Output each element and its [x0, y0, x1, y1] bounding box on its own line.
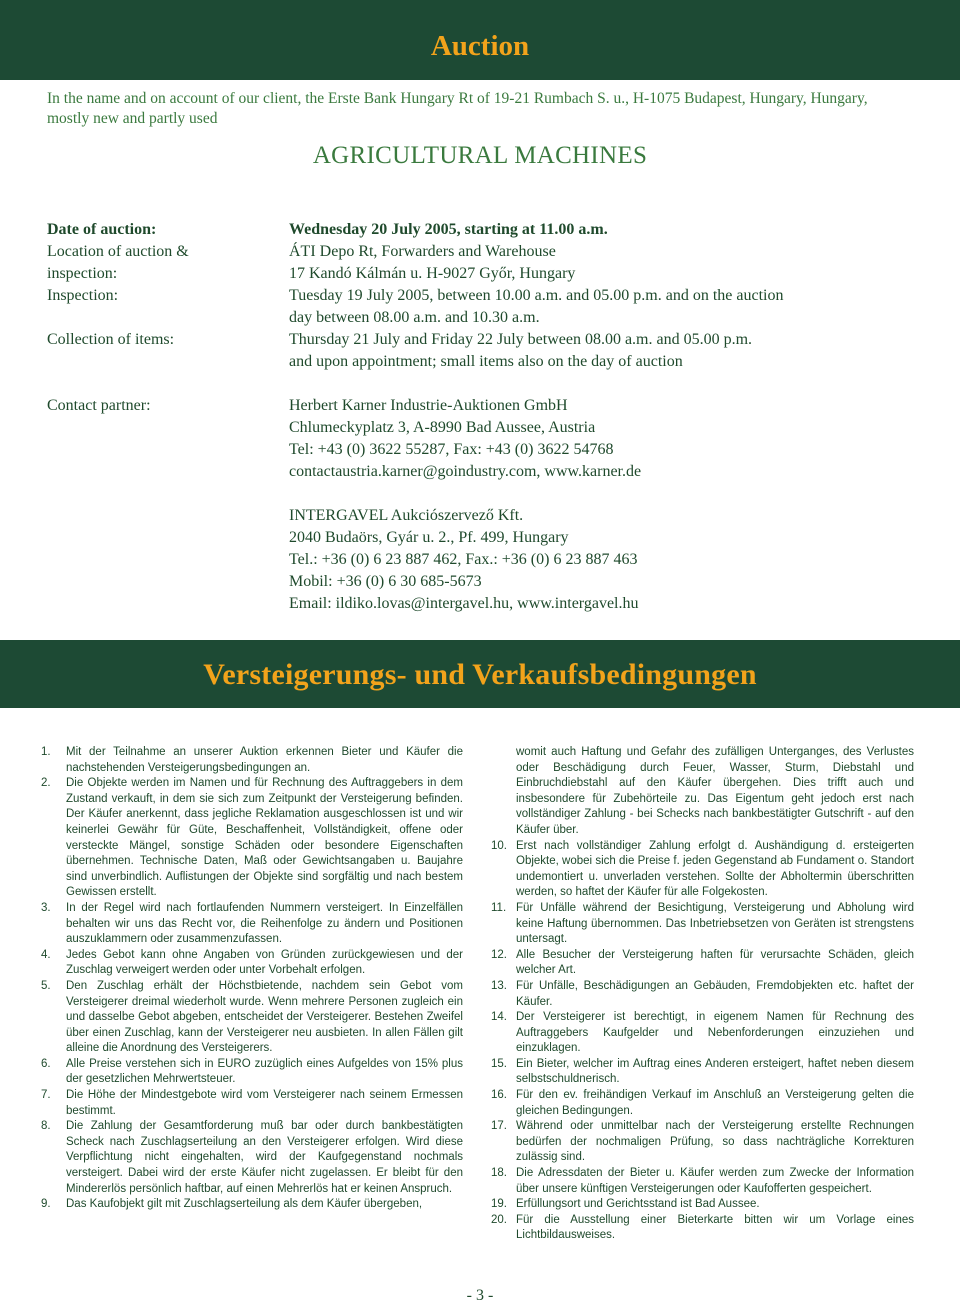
term-number: 20. [491, 1213, 507, 1226]
term-item [41, 1088, 463, 1119]
term-number: 8. [41, 1120, 51, 1133]
term-item [491, 1166, 914, 1197]
intro-text: In the name and on account of our client, the Erste Bank Hungary Rt of 19-21 Rumbach S. u., H-1075 Budapest, Hungary, Hungary, mostly new and partly used [47, 90, 868, 127]
term-item [491, 979, 914, 1010]
contact-line: Mobil: +36 (0) 6 30 685-5673 [289, 573, 482, 590]
term-item [491, 1088, 914, 1119]
term-text: Für den ev. freihändigen Verkauf im Anschluß an Versteigerung gelten die gleichen Bedingungen. [516, 1089, 914, 1117]
collection-value: Thursday 21 July and Friday 22 July between 08.00 a.m. and 05.00 p.m. [289, 331, 753, 348]
term-number: 12. [491, 948, 507, 961]
term-text: Die Adressdaten der Bieter u. Käufer werden zum Zwecke der Information über unsere künftigen Versteigerungen oder Kaufofferten gespeichert. [516, 1167, 914, 1195]
terms-column-right [491, 745, 914, 1244]
term-number: 14. [491, 1011, 507, 1024]
term-text: Während oder unmittelbar nach der Versteigerung erstellte Rechnungen bedürfen der nochmaligen Prüfung, so dass nachträgliche Korrekturen zulässig sind. [516, 1120, 914, 1164]
term-item [41, 1057, 463, 1088]
term-text: Der Versteigerer ist berechtigt, in eigenem Namen für Rechnung des Auftraggebers Kaufgelder und Nebenforderungen einzuziehen und einzuklagen. [516, 1011, 914, 1055]
term-item [491, 901, 914, 948]
term-text: Den Zuschlag erhält der Höchstbietende, nachdem sein Gebot vom Versteigerer dreimal wiederholt wurde. Wenn mehrere Personen zugleich ein und dasselbe Gebot abgeben, entscheidet der Versteigerer. Bestehen Zweifel über einen Zuschlag, kann der Versteigerer neu ausbieten. In allen Fällen gilt alleine die Anordnung des Versteigerers. [66, 979, 463, 1055]
location-label-cont: inspection: [47, 265, 118, 282]
contact-email-link[interactable]: contactaustria.karner@goindustry.com, www.karner.de [289, 463, 642, 480]
term-number: 9. [41, 1198, 51, 1211]
term-number: 3. [41, 901, 51, 914]
date-value: Wednesday 20 July 2005, starting at 11.00 a.m. [289, 221, 608, 238]
term-text: Für Unfälle während der Besichtigung, Versteigerung und Abholung wird keine Haftung übernommen. Das Inbetriebsetzen von Geräten ist strengstens untersagt. [516, 901, 914, 946]
term-item [491, 1010, 914, 1057]
term-number: 19. [491, 1198, 507, 1211]
inspection-value: Tuesday 19 July 2005, between 10.00 a.m. and 05.00 p.m. and on the auction [289, 287, 784, 304]
contact-line: Tel.: +36 (0) 6 23 887 462, Fax.: +36 (0) 6 23 887 463 [289, 551, 638, 568]
term-item [491, 1213, 914, 1244]
term-item [41, 1119, 463, 1197]
date-label: Date of auction: [47, 221, 157, 238]
term-item [41, 901, 463, 948]
term-text: Die Zahlung der Gesamtforderung muß bar oder durch bankbestätigten Scheck nach Zuschlagserteilung an den Versteigerer erfolgen. Wird diese Verpflichtung nicht eingehalten, wird der Kaufgegenstand nochmals versteigert. Dabei wird der erste Käufer nicht zugelassen. Er bleibt für den Mindererlös persönlich haftbar, auf einen Mehrerlös hat er keinen Anspruch. [66, 1120, 463, 1195]
contact-line: Chlumeckyplatz 3, A-8990 Bad Aussee, Austria [289, 419, 596, 436]
term-number: 10. [491, 839, 507, 852]
term-text: Die Objekte werden im Namen und für Rechnung des Auftraggebers in dem Zustand verkauft, in dem sie sich zum Zeitpunkt der Versteigerung befinden. Der Käufer anerkennt, dass jegliche Reklamation ausgeschlossen ist und wir keinerlei Gewähr für Güte, Beschaffenheit, Vollständigkeit, offene oder versteckte Mängel, sonstige Schäden oder besondere Eigenschaften übernehmen. Technische Daten, Maß oder Gewichtsangaben u. Baujahre sind unverbindlich. Auflistungen der Objekte sind sorgfältig und nach bestem Gewissen erstellt. [66, 777, 463, 899]
term-item [41, 745, 463, 776]
inspection-value-cont: day between 08.00 a.m. and 10.30 a.m. [289, 309, 540, 326]
location-address: 17 Kandó Kálmán u. H-9027 Győr, Hungary [289, 265, 576, 282]
term-text: Erfüllungsort und Gerichtsstand ist Bad Aussee. [516, 1198, 760, 1211]
term-item [491, 1057, 914, 1088]
location-label: Location of auction & [47, 243, 189, 260]
contact-email-link[interactable]: Email: ildiko.lovas@intergavel.hu, www.intergavel.hu [289, 595, 639, 612]
headline: AGRICULTURAL MACHINES [312, 142, 648, 169]
term-number: 5. [41, 979, 51, 992]
page-number: - 3 - [466, 1287, 494, 1304]
conditions-title: Versteigerungs- und Verkaufsbedingungen [203, 658, 757, 691]
conditions-band [0, 640, 960, 708]
inspection-label: Inspection: [47, 287, 119, 304]
contact-line: Tel: +43 (0) 3622 55287, Fax: +43 (0) 3622 54768 [289, 441, 614, 458]
term-text: Alle Besucher der Versteigerung haften für verursachte Schäden, gleich welcher Art. [516, 948, 914, 977]
contact-line: INTERGAVEL Aukciószervező Kft. [289, 507, 524, 524]
term-text: Das Kaufobjekt gilt mit Zuschlagserteilung als dem Käufer übergeben, [66, 1198, 423, 1211]
term-text: Mit der Teilnahme an unserer Auktion erkennen Bieter und Käufer die nachstehenden Versteigerungsbedingungen an. [66, 746, 463, 774]
term-number: 7. [41, 1089, 51, 1102]
header-band [0, 0, 960, 80]
term-number: 1. [41, 746, 51, 758]
term-text: Für Unfälle, Beschädigungen an Gebäuden, Fremdobjekten etc. haftet der Käufer. [516, 979, 914, 1008]
term-text: Die Höhe der Mindestgebote wird vom Versteigerer nach seinem Ermessen bestimmt. [66, 1089, 463, 1117]
contact-line: Herbert Karner Industrie-Auktionen GmbH [289, 397, 568, 414]
term-continuation: womit auch Haftung und Gefahr des zufälligen Unterganges, des Verlustes oder Beschädigung durch Feuer, Wasser, Sturm, Diebstahl und Einbruchdiebstahl auf den Käufer übergehen. Dies trifft auch und insbesondere für Zubehörteile zu. Das Eigentum geht jedoch erst nach vollständiger Zahlung - bei Schecks nach bankbestätigter Gutschrift - auf den Käufer über. [516, 746, 914, 836]
terms-column-left [41, 745, 463, 1213]
location-value: ÁTI Depo Rt, Forwarders and Warehouse [289, 243, 556, 260]
term-number: 15. [491, 1057, 507, 1070]
term-item [41, 1197, 463, 1213]
page-title: Auction [430, 30, 530, 62]
term-number: 18. [491, 1167, 507, 1180]
term-number: 6. [41, 1057, 51, 1070]
term-text: Erst nach vollständiger Zahlung erfolgt d. Aushändigung d. ersteigerten Objekte, wobei sich die Preise f. jeden Gegenstand ab Fundament o. Standort undemontiert u. unverladen verstehen. Sollte der Abholtermin überschritten werden, so haftet der Käufer für alle Folgekosten. [516, 839, 914, 899]
term-item [41, 776, 463, 901]
term-number: 17. [491, 1120, 507, 1133]
collection-value-cont: and upon appointment; small items also on the day of auction [289, 353, 683, 370]
term-number: 4. [41, 948, 51, 961]
term-number: 16. [491, 1089, 507, 1102]
term-number: 13. [491, 979, 507, 992]
term-text: Für die Ausstellung einer Bieterkarte bitten wir um Vorlage eines Lichtbildausweises. [516, 1213, 914, 1242]
term-text: Alle Preise verstehen sich in EURO zuzüglich eines Aufgeldes von 15% plus der gesetzlichen Mehrwertsteuer. [66, 1057, 463, 1086]
term-text: Jedes Gebot kann ohne Angaben von Gründen zurückgewiesen und der Zuschlag verweigert werden oder unter Vorbehalt erfolgen. [66, 948, 463, 977]
contact-line: 2040 Budaörs, Gyár u. 2., Pf. 499, Hungary [289, 529, 569, 546]
term-number: 2. [41, 777, 51, 790]
contact-label: Contact partner: [47, 397, 151, 414]
term-text: Ein Bieter, welcher im Auftrag eines Anderen ersteigert, haftet neben diesem selbstschuldnerisch. [516, 1057, 914, 1086]
collection-label: Collection of items: [47, 331, 175, 348]
term-item [491, 1197, 914, 1213]
term-item [41, 979, 463, 1057]
term-item [491, 1119, 914, 1166]
term-item [491, 839, 914, 901]
term-number: 11. [491, 901, 507, 914]
term-text: In der Regel wird nach fortlaufenden Nummern versteigert. In Einzelfällen behalten wir uns das Recht vor, die Reihenfolge zu ändern und Positionen auszuklammern oder zusammenzufassen. [66, 901, 463, 946]
term-item [491, 948, 914, 979]
term-item [41, 948, 463, 979]
